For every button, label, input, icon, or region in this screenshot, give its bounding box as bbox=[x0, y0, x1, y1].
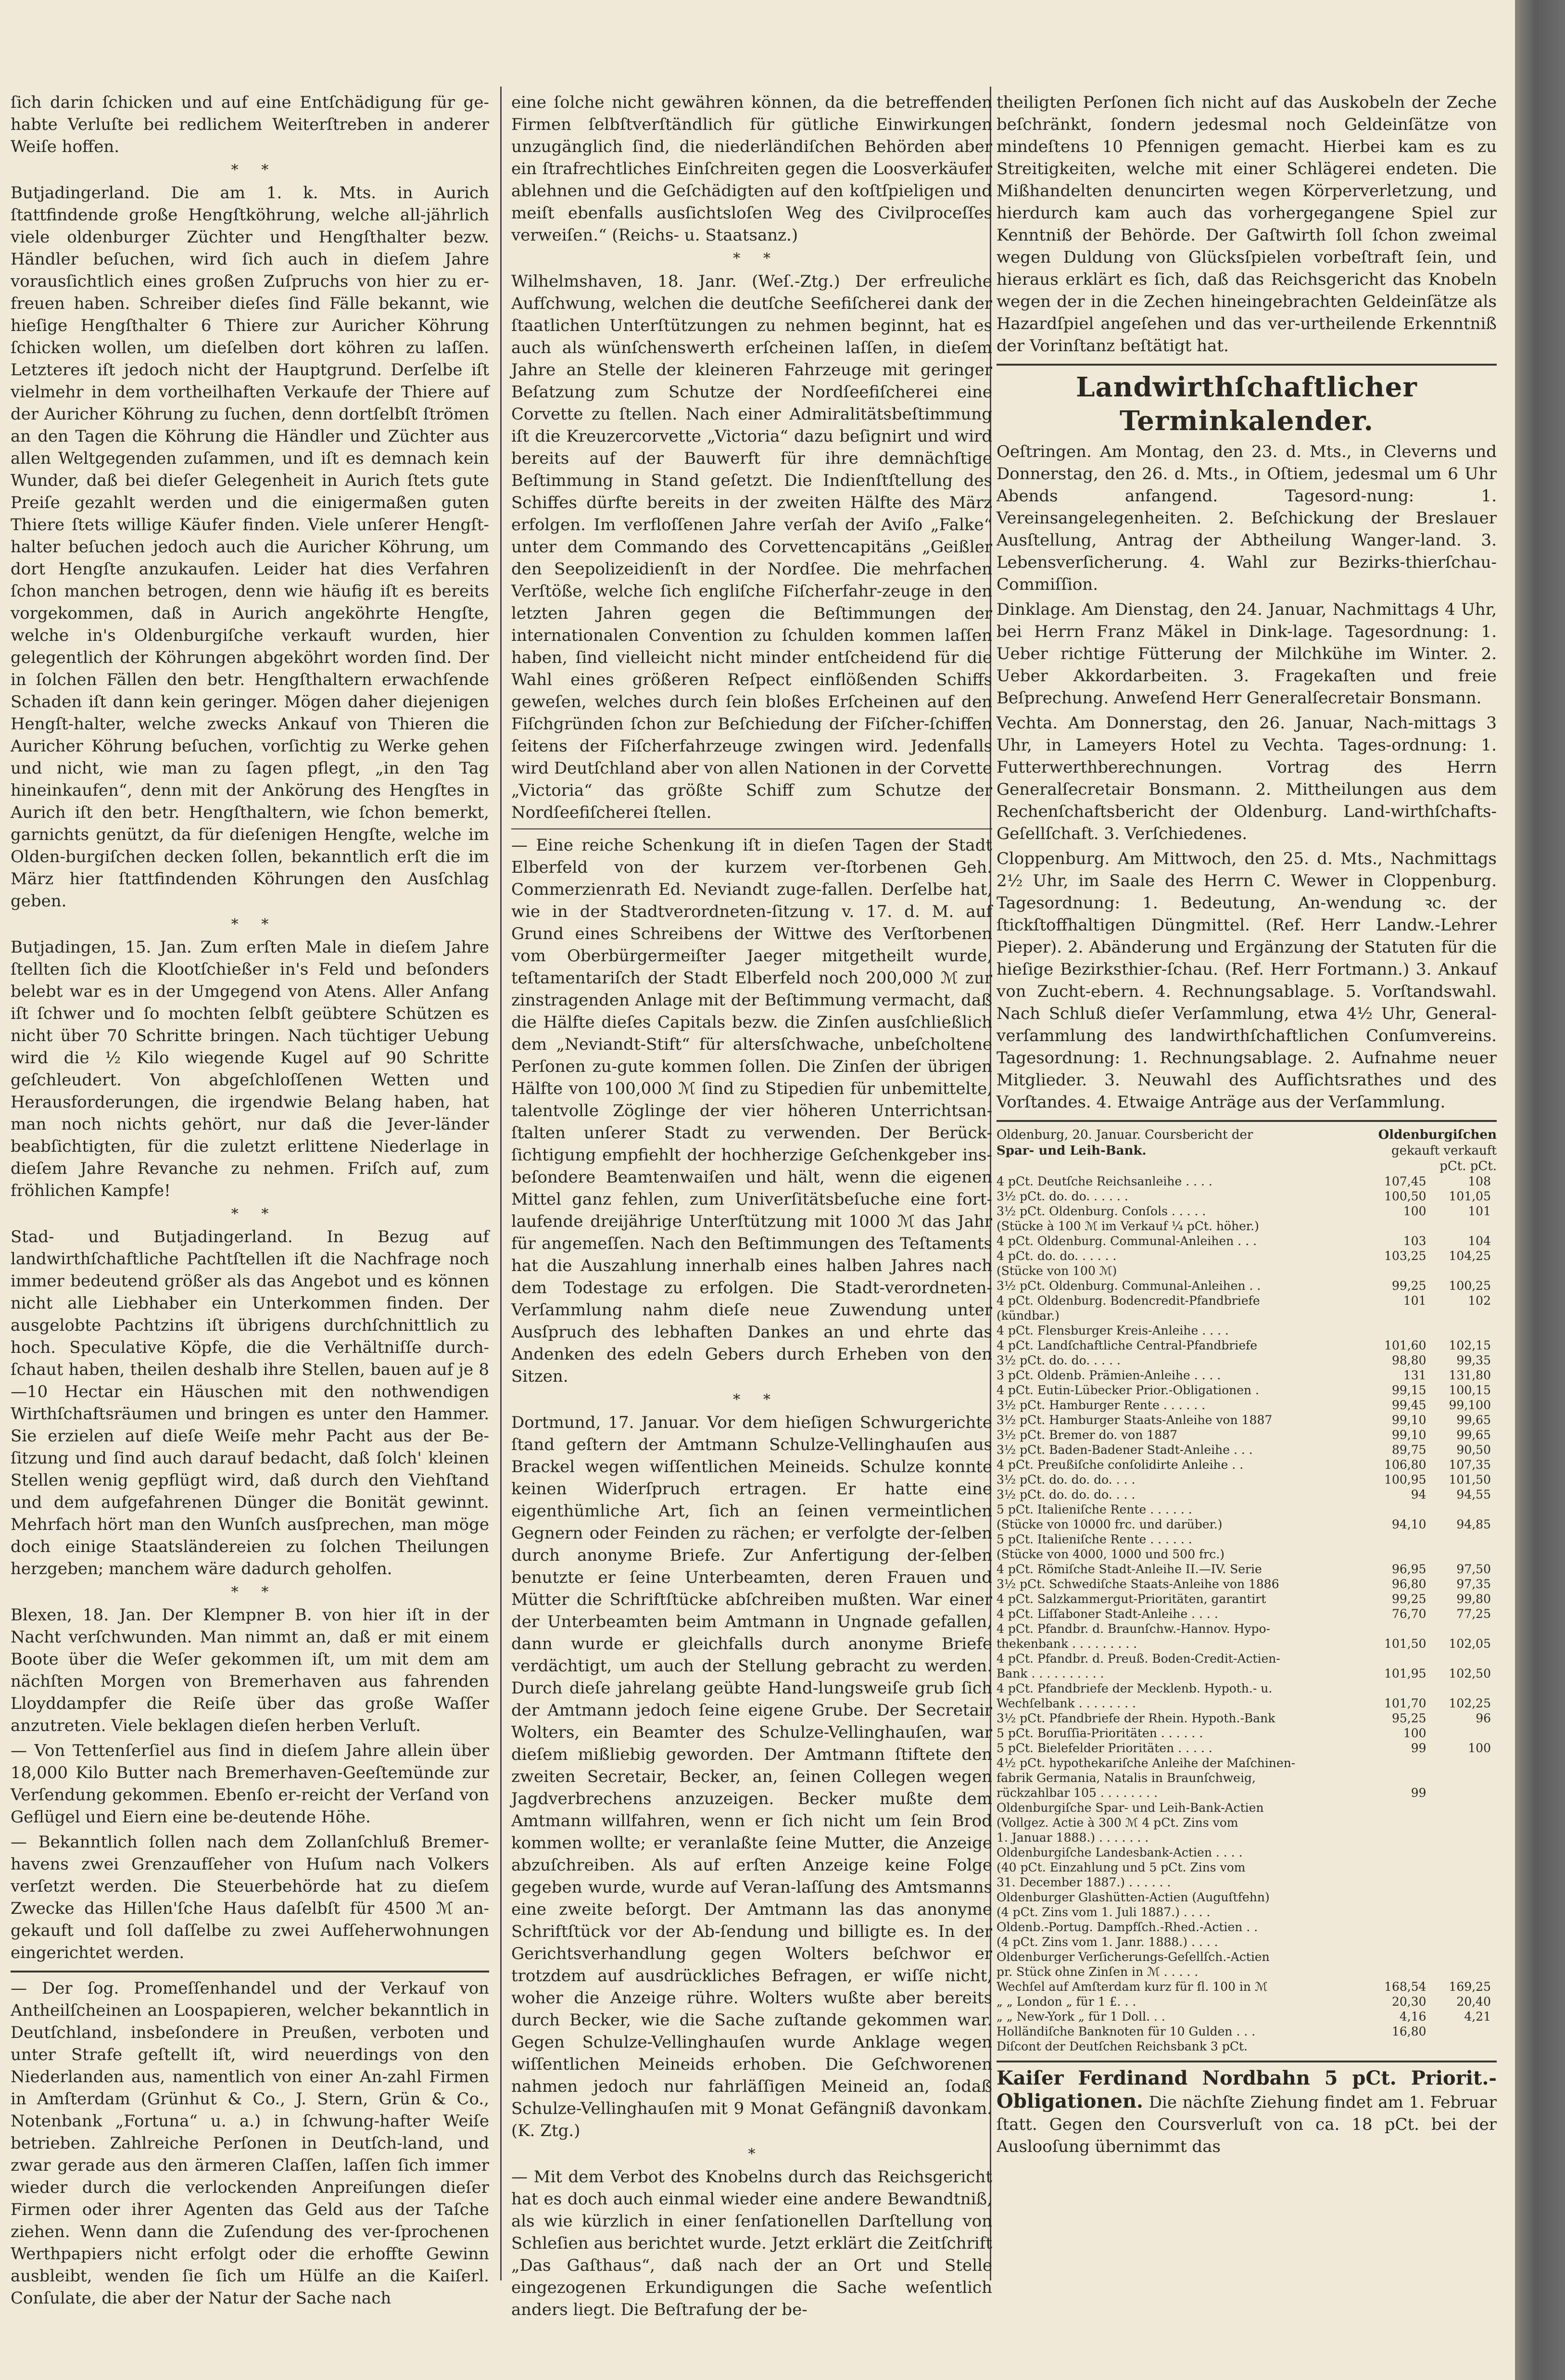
cours-row-name: Oldenburger Glashütten-Actien (Auguſtfehn) bbox=[997, 1890, 1270, 1904]
cours-row bbox=[997, 1890, 1497, 1905]
cours-row bbox=[997, 1935, 1497, 1949]
cours-row-bid: 103,25 bbox=[1384, 1249, 1426, 1263]
cours-row-name: 4 pCt. Eutin-Lübecker Prior.-Obligationen . bbox=[997, 1383, 1260, 1397]
separator-star: * * bbox=[733, 250, 770, 267]
cours-row-ask bbox=[1432, 1949, 1497, 1964]
cours-row-name: 3½ pCt. Oldenburg. Communal-Anleihen . . bbox=[997, 1279, 1261, 1293]
cours-row-bid: 103 bbox=[1403, 1234, 1426, 1248]
cours-row bbox=[997, 1427, 1497, 1442]
cours-heading-right: Oldenburgiſchen bbox=[1378, 1128, 1497, 1142]
cours-row bbox=[997, 1711, 1497, 1726]
cours-row-bid bbox=[1367, 1263, 1432, 1278]
cours-row-name: fabrik Germania, Natalis in Braunſchweig, bbox=[997, 1771, 1256, 1785]
paragraph-promessenhandel: — Der ſog. Promeſſenhandel und der Verkauf von Antheilſcheinen an Loospapieren, welcher bekanntlich in Deutſchland, insbeſondere in Preußen, verboten und unter Strafe geſtellt iſt, wird neuerdings von den Niederlanden aus, namentlich von einer An-zahl Firmen in Amſterdam (Grünhut & Co., J. Stern, Grün & Co., Notenbank „Fortuna“ u. a.) in ſchwung-hafter Weiſe betrieben. Zahlreiche Perſonen in Deutſch-land, und zwar gerade aus den ärmeren Claſſen, laſſen ſich immer wieder durch die verlockenden Anpreiſungen dieſer Firmen oder ihrer Agenten das Geld aus der Taſche ziehen. Wenn dann die Zuſendung des ver-ſprochenen Werthpapiers nicht erfolgt oder die erhoffte Gewinn ausbleibt, wenden ſie ſich um Hülfe an die Kaiſerl. Conſulate, die aber der Natur der Sache nach bbox=[11, 1979, 489, 2308]
cours-row-bid bbox=[1367, 1651, 1432, 1666]
cours-row-name: „ „ New-York „ für 1 Doll. . . bbox=[997, 2010, 1165, 2024]
cours-row bbox=[997, 1651, 1497, 1666]
cours-row-name: 4 pCt. Flensburger Kreis-Anleihe . . . . bbox=[997, 1324, 1229, 1337]
cours-row-bid bbox=[1367, 1830, 1432, 1845]
cours-row-ask: 100,15 bbox=[1449, 1383, 1491, 1397]
cours-row bbox=[997, 1278, 1497, 1293]
calendar-heading: Landwirthſchaftlicher Terminkalender. bbox=[1076, 371, 1417, 437]
cours-row-bid: 99,45 bbox=[1392, 1398, 1426, 1412]
paragraph: ſich darin ſchicken und auf eine Entſchädigung für ge-habte Verluſte bei redlichem Weiterſtreben in anderer Weiſe hoffen. bbox=[11, 93, 489, 156]
cours-row-name: 4 pCt. Oldenburg. Bodencredit-Pfandbriefe bbox=[997, 1294, 1260, 1308]
cours-row-name: 3½ pCt. Pfandbriefe der Rhein. Hypoth.-Bank bbox=[997, 1711, 1275, 1725]
cours-row-name: 3½ pCt. do. do. do. . . . bbox=[997, 1488, 1136, 1502]
cours-row-name: 5 pCt. Italieniſche Rente . . . . . . bbox=[997, 1502, 1192, 1516]
cours-row-bid: 101,70 bbox=[1384, 1696, 1426, 1710]
cours-row-ask: 99,80 bbox=[1456, 1592, 1491, 1606]
cours-row-bid bbox=[1367, 1905, 1432, 1920]
cours-row bbox=[997, 1905, 1497, 1920]
paragraph: theiligten Perſonen ſich nicht auf das Auskobeln der Zeche beſchränkt, ſondern jedesmal noch Geldeinſätze von mindeſtens 10 Pfennigen gemacht. Hierbei kam es zu Streitigkeiten, welche mit einer Schlägerei endeten. Die Mißhandelten denuncirten wegen Körperverletzung, und hierdurch kam auch das vorhergegangene Spiel zur Kenntniß der Behörde. Der Gaſtwirth ſoll ſchon zweimal wegen Duldung von Glücksſpielen vorbeſtraft ſein, und hieraus erklärt es ſich, daß das Reichsgericht das Knobeln wegen der in die Zechen hineingebrachten Geldeinſätze als Hazardſpiel angeſehen und das ver-urtheilende Erkenntniß der Vorinſtanz beſtätigt hat. bbox=[997, 93, 1497, 356]
cours-row-name: 1. Januar 1888.) . . . . . . . bbox=[997, 1831, 1149, 1845]
separator-star: * * bbox=[231, 1206, 269, 1222]
paragraph-butjadingen: Butjadingen, 15. Jan. Zum erſten Male in dieſem Jahre ſtellten ſich die Klootſchießer in's Feld und beſonders belebt war es in der Umgegend von Atens. Aller Anfang iſt ſchwer und ſo mochten ſelbſt geübtere Schützen es nicht über 70 Schritte bringen. Nach tüchtiger Uebung wird die ½ Kilo wiegende Kugel auf 90 Schritte geſchleudert. Von abgeſchloſſenen Wetten und Herausforderungen, die irgendwie Belang haben, hat man noch nichts gehört, nur daß die Jever-länder beabſichtigten, für die zuletzt erlittene Niederlage in dieſem Jahre Revanche zu nehmen. Friſch auf, zum fröhlichen Kampfe! bbox=[11, 938, 489, 1200]
cours-row-ask: 102,15 bbox=[1449, 1338, 1491, 1352]
cours-row-name: 4½ pCt. hypothekariſche Anleihe der Maſchinen- bbox=[997, 1756, 1296, 1770]
cours-row bbox=[997, 1577, 1497, 1591]
cours-row-name: 3½ pCt. Oldenburg. Conſols . . . . . bbox=[997, 1204, 1206, 1218]
cours-col-units: pCt. pCt. bbox=[1439, 1159, 1497, 1173]
separator-star: * * bbox=[231, 1584, 269, 1601]
cours-row-ask: 77,25 bbox=[1456, 1607, 1491, 1621]
cours-col-labels: gekauft verkauft bbox=[1391, 1144, 1497, 1158]
cours-row bbox=[997, 1234, 1497, 1248]
cours-row-ask bbox=[1432, 1830, 1497, 1845]
cours-row-bid: 106,80 bbox=[1384, 1458, 1426, 1472]
cours-subheading bbox=[997, 1143, 1497, 1158]
cours-row-name: 4 pCt. Pfandbr. d. Preuß. Boden-Credit-Actien- bbox=[997, 1652, 1280, 1666]
cours-row-ask bbox=[1432, 1621, 1497, 1636]
cours-row-name: 4 pCt. Pfandbriefe der Mecklenb. Hypoth.- u. bbox=[997, 1681, 1273, 1695]
separator-star: * * bbox=[231, 162, 269, 178]
cours-row bbox=[997, 1517, 1497, 1532]
cours-row-name: (kündbar.) bbox=[997, 1309, 1060, 1323]
cours-row-ask bbox=[1432, 1890, 1497, 1905]
cours-row bbox=[997, 1681, 1497, 1696]
cours-row-name: Holländiſche Banknoten für 10 Gulden . . . bbox=[997, 2024, 1256, 2038]
cours-row-ask bbox=[1432, 1547, 1497, 1562]
cours-row-bid bbox=[1367, 1800, 1432, 1815]
cours-row bbox=[997, 1756, 1497, 1770]
cours-row-ask bbox=[1432, 1770, 1497, 1785]
cours-row bbox=[997, 2024, 1497, 2039]
cours-row bbox=[997, 1413, 1497, 1427]
cours-row-name: 4 pCt. Deutſche Reichsanleihe . . . . bbox=[997, 1174, 1212, 1188]
cours-row-ask: 102,05 bbox=[1449, 1637, 1491, 1651]
cours-row bbox=[997, 1263, 1497, 1278]
cours-row-bid: 16,80 bbox=[1392, 2024, 1426, 2038]
cours-row-name: (40 pCt. Einzahlung und 5 pCt. Zins vom bbox=[997, 1860, 1246, 1874]
cours-row-name: Diſcont der Deutſchen Reichsbank 3 pCt. bbox=[997, 2039, 1248, 2053]
cours-row bbox=[997, 1398, 1497, 1413]
cours-row-bid: 99,25 bbox=[1392, 1592, 1426, 1606]
cours-row-bid: 101,50 bbox=[1384, 1637, 1426, 1651]
cours-row-bid bbox=[1367, 1890, 1432, 1905]
cours-row-name: Oldenburgiſche Spar- und Leih-Bank-Actien bbox=[997, 1801, 1264, 1815]
cours-row-name: 3 pCt. Oldenb. Prämien-Anleihe . . . . bbox=[997, 1368, 1221, 1382]
cours-row-ask bbox=[1432, 1681, 1497, 1696]
cours-row-name: 4 pCt. Landſchaftliche Central-Pfandbriefe bbox=[997, 1338, 1258, 1352]
cours-row-bid: 168,54 bbox=[1384, 1980, 1426, 1994]
cours-row-ask: 102,50 bbox=[1449, 1667, 1491, 1680]
cours-row-ask bbox=[1432, 1263, 1497, 1278]
cours-row bbox=[997, 1994, 1497, 2009]
cours-row-bid bbox=[1367, 1532, 1432, 1547]
cours-row-name: „ „ London „ für 1 £. . . bbox=[997, 1995, 1136, 2009]
cours-row-name: (Vollgez. Actie à 300 ℳ 4 pCt. Zins vom bbox=[997, 1816, 1238, 1830]
cours-row-name: (Stücke von 10000 frc. und darüber.) bbox=[997, 1517, 1223, 1531]
cours-row-ask: 94,85 bbox=[1456, 1517, 1491, 1531]
cours-row bbox=[997, 1368, 1497, 1383]
cours-row bbox=[997, 1979, 1497, 1994]
page-edge-shadow bbox=[1515, 0, 1565, 2380]
cours-row bbox=[997, 2009, 1497, 2024]
cours-row-ask: 104,25 bbox=[1449, 1249, 1491, 1263]
cours-row-name: 4 pCt. Salzkammergut-Prioritäten, garantirt bbox=[997, 1592, 1266, 1606]
section-rule bbox=[997, 1120, 1497, 1122]
cours-row bbox=[997, 1502, 1497, 1517]
section-rule bbox=[997, 2061, 1497, 2062]
cours-row bbox=[997, 1770, 1497, 1785]
cours-row bbox=[997, 1308, 1497, 1323]
cours-row bbox=[997, 1800, 1497, 1815]
cours-row bbox=[997, 1293, 1497, 1308]
cours-row-bid: 101 bbox=[1403, 1294, 1426, 1308]
cours-row bbox=[997, 1442, 1497, 1457]
cours-row-ask: 101,50 bbox=[1449, 1473, 1491, 1487]
paragraph-stad-butjadingerland: Stad- und Butjadingerland. In Bezug auf landwirthſchaftliche Pachtſtellen iſt die Nachfrage noch immer bedeutend größer als das Angebot und es können nicht alle Liebhaber ein Unterkommen finden. Der ausgelobte Pachtzins iſt übrigens durchſchnittlich zu hoch. Speculative Köpfe, die die Verhältniſſe durch-ſchaut haben, theilen deshalb ihre Stellen, bauen auf je 8—10 Hectar ein Häuschen mit den nothwendigen Wirthſchaftsräumen und bringen es unter den Hammer. Sie erzielen auf dieſe Weiſe mehr Pacht aus der Be-ſitzung und ſind auch darauf bedacht, daß ſolch' kleinen Stellen wenig gepflügt wird, daß durch den Viehſtand und dem aufgefahrenen Dünger die Bonität gewinnt. Mehrfach hört man den Wunſch ausſprechen, man möge doch einige Staatsländereien zu ſolchen Theilungen herzgeben; manchem wäre dadurch geholfen. bbox=[11, 1227, 489, 1578]
cours-row bbox=[997, 1741, 1497, 1756]
section-rule bbox=[511, 828, 992, 829]
cours-row-bid bbox=[1367, 1845, 1432, 1860]
cours-row-name: (Stücke von 100 ℳ) bbox=[997, 1264, 1117, 1278]
cours-row-name: 3½ pCt. do. do. . . . . . bbox=[997, 1189, 1128, 1203]
cours-row-bid bbox=[1367, 1219, 1432, 1234]
cours-bank-name: Spar- und Leih-Bank. bbox=[997, 1144, 1147, 1158]
cours-row-ask bbox=[1432, 1726, 1497, 1741]
paragraph-blexen: Blexen, 18. Jan. Der Klempner B. von hier iſt in der Nacht verſchwunden. Man nimmt an, daß er mit einem Boote über die Weſer gekommen iſt, um mit dem am nächſten Morgen von Bremerhaven aus fahrenden Lloyddampfer die Reiſe über das große Waſſer anzutreten. Viele beklagen dieſen herben Verluſt. bbox=[11, 1605, 489, 1735]
cours-row-bid: 99 bbox=[1411, 1741, 1426, 1755]
cours-row-bid: 100 bbox=[1403, 1204, 1426, 1218]
cours-row-name: 5 pCt. Bielefelder Prioritäten . . . . . bbox=[997, 1741, 1212, 1755]
cours-row-bid bbox=[1367, 1756, 1432, 1770]
column-2 bbox=[511, 91, 992, 2319]
cours-row-name: 4 pCt. Oldenburg. Communal-Anleihen . . . bbox=[997, 1234, 1257, 1248]
cours-row-bid: 107,45 bbox=[1384, 1174, 1426, 1188]
cours-row-name: Oldenburgiſche Landesbank-Actien . . . . bbox=[997, 1845, 1243, 1859]
cours-row-bid: 95,25 bbox=[1392, 1711, 1426, 1725]
cours-row bbox=[997, 1830, 1497, 1845]
cours-row-bid: 96,95 bbox=[1392, 1562, 1426, 1576]
cours-row-bid: 94 bbox=[1411, 1488, 1426, 1502]
cours-row-ask: 104 bbox=[1468, 1234, 1491, 1248]
cours-row bbox=[997, 1219, 1497, 1234]
cours-row-bid: 101,95 bbox=[1384, 1667, 1426, 1680]
cours-row-ask: 99,35 bbox=[1456, 1353, 1491, 1367]
cours-row-name: thekenbank . . . . . . . . . bbox=[997, 1637, 1137, 1651]
paragraph-tettenserſiel: — Von Tettenſerſiel aus ſind in dieſem Jahre allein über 18,000 Kilo Butter nach Bremerhaven-Geeſtemünde zur Verſendung gekommen. Ebenſo er-reicht der Verſand von Geflügel und Eiern eine be-deutende Höhe. bbox=[11, 1741, 489, 1827]
cours-row-bid bbox=[1367, 1308, 1432, 1323]
cours-row-bid: 98,80 bbox=[1392, 1353, 1426, 1367]
cours-row-bid bbox=[1367, 1547, 1432, 1562]
cours-row-name: Wechſel auf Amſterdam kurz für fl. 100 in ℳ bbox=[997, 1980, 1268, 1994]
cours-row-bid bbox=[1367, 1875, 1432, 1890]
cours-row-bid: 89,75 bbox=[1392, 1443, 1426, 1457]
cours-row-bid bbox=[1367, 1815, 1432, 1830]
cours-row-name: pr. Stück ohne Zinſen in ℳ . . . . . bbox=[997, 1965, 1199, 1979]
cours-row-ask: 4,21 bbox=[1464, 2010, 1491, 2024]
cours-row-name: (4 pCt. Zins vom 1. Janr. 1888.) . . . . bbox=[997, 1935, 1218, 1949]
cours-row-bid: 99,10 bbox=[1392, 1428, 1426, 1442]
notice-title: Kaiſer Ferdinand Nordbahn 5 pCt. Priorit.-Obligationen. bbox=[997, 2067, 1497, 2113]
cours-row-name: 3½ pCt. do. do. do. . . . bbox=[997, 1473, 1136, 1487]
cours-row-bid bbox=[1367, 1935, 1432, 1949]
cours-row bbox=[997, 1815, 1497, 1830]
cours-row bbox=[997, 1636, 1497, 1651]
cours-row-name: 3½ pCt. Hamburger Rente . . . . . . bbox=[997, 1398, 1206, 1412]
cours-row-name: 3½ pCt. Baden-Badener Stadt-Anleihe . . . bbox=[997, 1443, 1253, 1457]
cours-row-name: 4 pCt. Preußiſche conſolidirte Anleihe . . bbox=[997, 1458, 1244, 1472]
calendar-entry: Dinklage. Am Dienstag, den 24. Januar, Nachmittags 4 Uhr, bei Herrn Franz Mäkel in Dink-lage. Tagesordnung: 1. Ueber richtige Fütterung der Milchkühe im Winter. 2. Ueber Akkordarbeiten. 3. Fragekaſten und freie Beſprechung. Anweſend Herr Generalſecretair Bonsmann. bbox=[997, 600, 1497, 708]
cours-row-name: (Stücke von 4000, 1000 und 500 frc.) bbox=[997, 1547, 1224, 1561]
cours-row bbox=[997, 1562, 1497, 1577]
paragraph-butjadingerland: Butjadingerland. Die am 1. k. Mts. in Aurich ſtattfindende große Hengſtköhrung, welche all-jährlich viele oldenburger Züchter und Hengſthalter bezw. Händler beſuchen, wird ſich auch in dieſem Jahre vorausſichtlich eines großen Zuſpruchs von hier zu er-freuen haben. Schreiber dieſes ſind Fälle bekannt, wie hieſige Hengſthalter 6 Thiere zur Auricher Köhrung ſchicken wollen, um dieſelben dort köhren zu laſſen. Letzteres iſt jedoch nicht der Hauptgrund. Derſelbe iſt vielmehr in dem vortheilhaften Verkaufe der Thiere auf der Auricher Köhrung zu ſuchen, denn dortſelbſt ſtrömen an den Tagen die Köhrung die Händler und Züchter aus allen Weltgegenden zuſammen, und iſt es demnach kein Wunder, daß bei dieſer Gelegenheit in Aurich ſtets gute Preiſe gezahlt werden und die einigermaßen guten Thiere ſtets willige Käufer finden. Viele unſerer Hengſt-halter beſuchen jedoch auch die Auricher Köhrung, um dort Hengſte anzukaufen. Leider hat dies Verfahren ſchon manchen betrogen, denn wie häufig iſt es bereits vorgekommen, daß in Aurich angeköhrte Hengſte, welche in's Oldenburgiſche verkauft wurden, hier gelegentlich der Köhrungen abgeköhrt worden ſind. Der in ſolchen Fällen den betr. Hengſthaltern erwachſende Schaden iſt dann kein geringer. Mögen daher diejenigen Hengſt-halter, welche zwecks Ankauf von Thieren die Auricher Köhrung beſuchen, vorſichtig zu Werke gehen und nicht, wie man zu ſagen pflegt, „in den Tag hineinkaufen“, denn mit der Ankörung des Hengſtes in Aurich iſt den betr. Hengſthaltern, wie ſchon bemerkt, garnichts genützt, da für dieſenigen Hengſte, welche im Olden-burgiſchen decken ſollen, bekanntlich erſt die im März hier ſtattfindenden Köhrungen den Ausſchlag geben. bbox=[11, 183, 489, 911]
cours-row-name: 4 pCt. do. do. . . . . . bbox=[997, 1249, 1117, 1263]
cours-row-ask: 20,40 bbox=[1456, 1995, 1491, 2009]
calendar-entry: Oeſtringen. Am Montag, den 23. d. Mts., in Cleverns und Donnerstag, den 26. d. Mts., in Oſtiem, jedesmal um 6 Uhr Abends anfangend. Tagesord-nung: 1. Vereinsangelegenheiten. 2. Beſchickung der Breslauer Ausſtellung, Antrag der Abtheilung Wanger-land. 3. Lebensverſicherung. 4. Wahl zur Bezirks-thierſchau-Commiſſion. bbox=[997, 442, 1497, 594]
paragraph-dortmund: Dortmund, 17. Januar. Vor dem hieſigen Schwurgerichte ſtand geſtern der Amtmann Schulze-Vellinghauſen aus Brackel wegen wiſſentlichen Meineids. Schulze konnte keinen Widerſpruch ertragen. Er hatte eine eigenthümliche Art, ſich an ſeinen vermeintlichen Gegnern oder Feinden zu rächen; er verfolgte der-ſelben durch anonyme Briefe. Zur Anfertigung der-ſelben benutzte er ſeine Unterbeamten, deren Frauen und Mütter die Schriftſtücke abſchreiben mußten. War einer der Unterbeamten beim Amtmann in Ungnade gefallen, dann wurde er gleichfalls durch anonyme Briefe verdächtigt, um auch der Stellung gebracht zu werden. Durch dieſe jahrelang geübte Hand-lungsweiſe grub ſich der Amtmann jedoch ſeine eigene Grube. Der Secretair Wolters, ein Beamter des Schulze-Vellinghauſen, war dieſem mißliebig geworden. Der Amtmann ſtiftete den zweiten Secretair, Becker, an, ſeinen Collegen wegen Jagdverbrechens anzuzeigen. Becker mußte dem Amtmann willfahren, wenn er ſich nicht um ſein Brod kommen wollte; er veranlaßte ſeine Mutter, die Anzeige abzuſchreiben. Als auf erſten Anzeige keine Folge gegeben wurde, wurde auf Veran-laſſung des Amtsmanns eine zweite beſorgt. Der Amtmann las das anonyme Schriftſtück vor der Ab-ſendung und billigte es. In der Gerichtsverhandlung gegen Wolters beſchwor er trotzdem auf ausdrückliches Befragen, er wiſſe nicht, woher die Anzeige rühre. Wolters wußte aber bereits durch Becker, wie die Sache zuſtande gekommen war. Gegen Schulze-Vellinghauſen wurde Anklage wegen wiſſentlichen Meineids erhoben. Die Geſchworenen nahmen jedoch nur fahrläſſigen Meineid an, ſodaß Schulze-Vellinghauſen mit 9 Monat Gefängniß davonkam. (K. Ztg.) bbox=[511, 1413, 992, 2140]
cours-row bbox=[997, 1353, 1497, 1368]
cours-row-ask bbox=[1432, 1964, 1497, 1979]
cours-row-name: Oldenburger Verſicherungs-Geſellſch.-Actien bbox=[997, 1950, 1270, 1964]
paragraph-wilhelmshaven: Wilhelmshaven, 18. Janr. (Weſ.-Ztg.) Der erfreuliche Aufſchwung, welchen die deutſche Seefiſcherei dank der ſtaatlichen Unterſtützungen zu nehmen beginnt, hat es auch als wünſchenswerth erſcheinen laſſen, in dieſem Jahre an Stelle der kleineren Fahrzeuge mit geringer Beſatzung zum Schutze der Nordſeefiſcherei eine Corvette zu ſtellen. Nach einer Admiralitätsbeſtimmung iſt die Kreuzercorvette „Victoria“ dazu beſignirt und wird bereits auf der Bauwerft für ihre demnächſtige Beſtimmung in Stand geſetzt. Die Indienſtſtellung des Schiffes dürfte bereits in der zweiten Hälfte des März erfolgen. Im verfloſſenen Jahre verſah der Aviſo „Falke“ unter dem Commando des Corvettencapitäns „Geißler den Seepolizeidienſt in der Nordſee. Die mehrfachen Verſtöße, welche ſich engliſche Fiſcherfahr-zeuge in den letzten Jahren gegen die Beſtimmungen der internationalen Convention zu ſchulden kommen laſſen haben, ſind vielleicht nicht minder entſcheidend für die Wahl eines größeren Reſpect einflößenden Schiffs geweſen, welches durch ſein bloßes Erſcheinen auf den Fiſchgründen ſchon zur Beſchiedung der Fiſcher-ſchiffen ſeitens der Fiſcherfahrzeuge zwingen wird. Jedenfalls wird Deutſchland aber von allen Nationen in der Corvette „Victoria“ das größte Schiff zum Schutze der Nordſeefiſcherei ſtellen. bbox=[511, 272, 992, 822]
cours-row-bid: 4,16 bbox=[1399, 2010, 1426, 2024]
notice bbox=[997, 2067, 1497, 2158]
cours-row bbox=[997, 1323, 1497, 1338]
cours-row-ask bbox=[1432, 1860, 1497, 1875]
cours-row-ask bbox=[1432, 1502, 1497, 1517]
cours-row-ask bbox=[1432, 1785, 1497, 1800]
column-divider bbox=[500, 87, 502, 2280]
cours-row-bid bbox=[1367, 2039, 1432, 2054]
cours-row-ask: 97,35 bbox=[1456, 1577, 1491, 1591]
cours-row-name: 4 pCt. Pfandbr. d. Braunſchw.-Hannov. Hypo- bbox=[997, 1622, 1271, 1636]
cours-row bbox=[997, 2039, 1497, 2054]
cours-row bbox=[997, 1666, 1497, 1681]
cours-row bbox=[997, 1204, 1497, 1219]
section-rule bbox=[11, 1971, 489, 1973]
paragraph-knobeln: — Mit dem Verbot des Knobelns durch das Reichsgericht hat es doch auch einmal wieder eine andere Bewandtniß, als wie kürzlich in einer ſenſationellen Darſtellung von Schleſien aus berichtet wurde. Jetzt erklärt die Zeitſchrift „Das Gaſthaus“, daß nach der an Ort und Stelle eingezogenen Erkundigungen die Sache weſentlich anders liegt. Die Beſtrafung der be- bbox=[511, 2167, 992, 2319]
cours-row-ask: 99,65 bbox=[1456, 1413, 1491, 1427]
paragraph-zollanschluss: — Bekanntlich ſollen nach dem Zollanſchluß Bremer-havens zwei Grenzaufſeher von Huſum nach Volkers verſetzt werden. Die Steuerbehörde hat zu dieſem Zwecke das Hillen'ſche Haus daſelbſt für 4500 ℳ an-gekauft und ſoll daſſelbe zu zwei Aufſeherwohnungen eingerichtet werden. bbox=[11, 1833, 489, 1962]
separator-star: * * bbox=[733, 1391, 770, 1408]
paragraph: eine ſolche nicht gewähren können, da die betreffenden Firmen ſelbſtverſtändlich für gütliche Einwirkungen unzugänglich ſind, die niederländiſchen Behörden aber ein ſtrafrechtliches Einſchreiten gegen die Loosverkäufer ablehnen und die Geſchädigten auf den koſtſpieligen und meiſt ebenfalls ausſichtsloſen Weg des Civilproceſſes verweiſen.“ (Reichs- u. Staatsanz.) bbox=[511, 93, 992, 245]
cours-row-ask: 94,55 bbox=[1456, 1488, 1491, 1502]
cours-row bbox=[997, 1487, 1497, 1502]
cours-row-bid: 101,60 bbox=[1384, 1338, 1426, 1352]
cours-row bbox=[997, 1472, 1497, 1487]
paragraph-schenkung: — Eine reiche Schenkung iſt in dieſen Tagen der Stadt Elberfeld von der kurzem ver-ſtorbenen Geh. Commerzienrath Ed. Neviandt zuge-fallen. Derſelbe hat, wie in der Stadtverordneten-ſitzung v. 17. d. M. auf Grund eines Schreibens der Wittwe des Verſtorbenen vom Oberbürgermeiſter Jaeger mitgetheilt wurde, teſtamentariſch der Stadt Elberfeld noch 200,000 ℳ zur zinstragenden Anlage mit der Beſtimmung vermacht, daß die Hälfte dieſes Capitals bezw. die Zinſen ausſchließlich dem „Neviandt-Stift“ für altersſchwache, unbeſcholtene Perſonen zu-gute kommen ſollen. Die Zinſen der übrigen Hälfte von 100,000 ℳ ſind zu Stipedien für unbemittelte, talentvolle Zöglinge der vier höheren Unterrichtsan-ſtalten unſerer Stadt zu verwenden. Der Berück-ſichtigung empfiehlt der hochherzige Geſchenkgeber ins-beſondere Beamtenwaiſen und hält, wenn die eigenen Mittel ganz fehlen, zum Univerſitätsbeſuche eine fort-laufende dreijährige Unterſtützung mit 1000 ℳ das Jahr für angemeſſen. Nach den Beſtimmungen des Teſtaments hat die Auszahlung innerhalb eines halben Jahres nach dem Todestage zu erfolgen. Die Stadt-verordneten-Verſammlung nahm dieſe neue Zuwendung unter Ausſpruch des lebhaften Dankes an und ehrte das Andenken des edeln Gebers durch Erheben von den Sitzen. bbox=[511, 836, 992, 1386]
cours-row bbox=[997, 1338, 1497, 1353]
cours-row-name: 5 pCt. Boruſſia-Prioritäten . . . . . . bbox=[997, 1726, 1203, 1740]
cours-row-name: (Stücke à 100 ℳ im Verkauf ¼ pCt. höher.) bbox=[997, 1219, 1259, 1233]
cours-row-bid: 100,50 bbox=[1384, 1189, 1426, 1203]
cours-row-ask: 107,35 bbox=[1449, 1458, 1491, 1472]
cours-row-ask bbox=[1432, 1308, 1497, 1323]
cours-row-name: 4 pCt. Römiſche Stadt-Anleihe II.—IV. Serie bbox=[997, 1562, 1262, 1576]
cours-row bbox=[997, 1621, 1497, 1636]
cours-row-bid: 100 bbox=[1403, 1726, 1426, 1740]
cours-row-bid bbox=[1367, 1502, 1432, 1517]
cours-row-ask bbox=[1432, 1815, 1497, 1830]
calendar-entry: Cloppenburg. Am Mittwoch, den 25. d. Mts., Nachmittags 2½ Uhr, im Saale des Herrn C. Wewer in Cloppenburg. Tagesordnung: 1. Bedeutung, An-wendung ꝛc. der ſtickſtoffhaltigen Düngmittel. (Ref. Herr Landw.-Lehrer Pieper). 2. Abänderung und Ergänzung der Statuten für die hieſige Bezirksthier-ſchau. (Ref. Herr Fortmann.) 3. Ankauf von Zucht-ebern. 4. Rechnungsablage. 5. Vorſtandswahl. Nach Schluß dieſer Verſammlung, etwa 4½ Uhr, General-verſammlung des landwirthſchaftlichen Conſumvereins. Tagesordnung: 1. Rechnungsablage. 2. Aufnahme neuer Mitglieder. 3. Neuwahl des Aufſichtsrathes und des Vorſtandes. 4. Etwaige Anträge aus der Verſammlung. bbox=[997, 849, 1497, 1112]
cours-row-ask: 101 bbox=[1468, 1204, 1491, 1218]
cours-heading bbox=[997, 1127, 1497, 1143]
cours-row-name: Bank . . . . . . . . . . bbox=[997, 1667, 1104, 1680]
cours-row-ask: 99,100 bbox=[1449, 1398, 1491, 1412]
cours-row-ask bbox=[1432, 2024, 1497, 2039]
cours-row-ask bbox=[1432, 1323, 1497, 1338]
cours-row-ask: 99,65 bbox=[1456, 1428, 1491, 1442]
cours-row bbox=[997, 1920, 1497, 1935]
separator-star: * bbox=[748, 2146, 756, 2163]
cours-row-ask bbox=[1432, 1845, 1497, 1860]
cours-row-name: rückzahlbar 105 . . . . . . . . bbox=[997, 1786, 1158, 1800]
cours-row-bid: 99,25 bbox=[1392, 1279, 1426, 1293]
cours-row-bid: 100,95 bbox=[1384, 1473, 1426, 1487]
cours-row bbox=[997, 1785, 1497, 1800]
cours-row-ask: 102,25 bbox=[1449, 1696, 1491, 1710]
cours-row-bid bbox=[1367, 1949, 1432, 1964]
cours-row-bid bbox=[1367, 1621, 1432, 1636]
cours-row bbox=[997, 1174, 1497, 1189]
cours-row bbox=[997, 1591, 1497, 1606]
cours-table bbox=[997, 1174, 1497, 2054]
cours-row bbox=[997, 1547, 1497, 1562]
cours-row bbox=[997, 1696, 1497, 1711]
cours-row bbox=[997, 1964, 1497, 1979]
cours-row bbox=[997, 1457, 1497, 1472]
cours-row-name: 3½ pCt. Hamburger Staats-Anleihe von 1887 bbox=[997, 1413, 1273, 1427]
cours-row bbox=[997, 1845, 1497, 1860]
cours-row-ask: 102 bbox=[1468, 1294, 1491, 1308]
cours-row-bid: 94,10 bbox=[1392, 1517, 1426, 1531]
cours-row bbox=[997, 1726, 1497, 1741]
cours-row-bid bbox=[1367, 1323, 1432, 1338]
cours-row bbox=[997, 1875, 1497, 1890]
cours-row-bid: 99 bbox=[1411, 1786, 1426, 1800]
cours-row-bid bbox=[1367, 1860, 1432, 1875]
cours-row-ask: 96 bbox=[1476, 1711, 1491, 1725]
cours-row-bid bbox=[1367, 1920, 1432, 1935]
cours-row-ask bbox=[1432, 1532, 1497, 1547]
cours-row-name: (4 pCt. Zins vom 1. Juli 1887.) . . . . bbox=[997, 1905, 1211, 1919]
cours-row-bid bbox=[1367, 1681, 1432, 1696]
cours-row-bid bbox=[1367, 1770, 1432, 1785]
cours-row bbox=[997, 1949, 1497, 1964]
cours-row-ask bbox=[1432, 1905, 1497, 1920]
separator-star: * * bbox=[231, 916, 269, 933]
cours-row bbox=[997, 1606, 1497, 1621]
cours-row-ask bbox=[1432, 1875, 1497, 1890]
notice-text: Die nächſte Ziehung findet am 1. Februar ſtatt. Gegen den Coursverluſt von ca. 18 pCt. bei der Auslooſung übernimmt das bbox=[997, 2093, 1497, 2156]
calendar-entry: Vechta. Am Donnerstag, den 26. Januar, Nach-mittags 3 Uhr, in Lameyers Hotel zu Vechta. Tages-ordnung: 1. Futterwerthberechnungen. Vortrag des Herrn Generalſecretair Bonsmann. 2. Mittheilungen aus dem Rechenſchaftsbericht der Oldenburg. Land-wirthſchafts-Geſellſchaft. 3. Verſchiedenes. bbox=[997, 713, 1497, 843]
cours-row-ask bbox=[1432, 1756, 1497, 1770]
cours-row-ask: 100,25 bbox=[1449, 1279, 1491, 1293]
cours-row bbox=[997, 1383, 1497, 1398]
cours-row-bid: 99,15 bbox=[1392, 1383, 1426, 1397]
cours-row-ask: 101,05 bbox=[1449, 1189, 1491, 1203]
cours-row bbox=[997, 1248, 1497, 1263]
cours-row-bid: 76,70 bbox=[1392, 1607, 1426, 1621]
cours-row-ask bbox=[1432, 1935, 1497, 1949]
column-3 bbox=[997, 91, 1497, 2266]
cours-row bbox=[997, 1532, 1497, 1547]
cours-row-name: 3½ pCt. do. do. . . . . bbox=[997, 1353, 1121, 1367]
cours-row-name: 3½ pCt. Schwediſche Staats-Anleihe von 1886 bbox=[997, 1577, 1279, 1591]
section-rule bbox=[997, 364, 1497, 366]
cours-row-ask bbox=[1432, 2039, 1497, 2054]
cours-row-ask: 169,25 bbox=[1449, 1980, 1491, 1994]
cours-row-bid: 131 bbox=[1403, 1368, 1426, 1382]
cours-row bbox=[997, 1860, 1497, 1875]
cours-row-bid: 20,30 bbox=[1392, 1995, 1426, 2009]
cours-row-ask bbox=[1432, 1651, 1497, 1666]
cours-row-name: Oldenb.-Portug. Dampfſch.-Rhed.-Actien . . bbox=[997, 1920, 1258, 1934]
cours-row-bid: 96,80 bbox=[1392, 1577, 1426, 1591]
cours-row-ask bbox=[1432, 1219, 1497, 1234]
cours-row-ask: 97,50 bbox=[1456, 1562, 1491, 1576]
cours-row-ask: 108 bbox=[1468, 1174, 1491, 1188]
cours-row-name: Wechſelbank . . . . . . . . bbox=[997, 1696, 1136, 1710]
cours-row-name: 31. December 1887.) . . . . . . bbox=[997, 1875, 1171, 1889]
cours-row-name: 4 pCt. Liſſaboner Stadt-Anleihe . . . . bbox=[997, 1607, 1218, 1621]
cours-subheading-units bbox=[997, 1158, 1497, 1174]
cours-row bbox=[997, 1189, 1497, 1204]
cours-row-bid bbox=[1367, 1964, 1432, 1979]
cours-row-ask: 100 bbox=[1468, 1741, 1491, 1755]
cours-row-ask: 131,80 bbox=[1449, 1368, 1491, 1382]
column-1 bbox=[11, 91, 489, 2308]
cours-row-ask bbox=[1432, 1800, 1497, 1815]
cours-row-name: 3½ pCt. Bremer do. von 1887 bbox=[997, 1428, 1178, 1442]
cours-heading-left: Oldenburg, 20. Januar. Coursbericht der bbox=[997, 1128, 1253, 1142]
cours-row-ask: 90,50 bbox=[1456, 1443, 1491, 1457]
cours-row-name: 5 pCt. Italieniſche Rente . . . . . . bbox=[997, 1532, 1192, 1546]
cours-row-ask bbox=[1432, 1920, 1497, 1935]
cours-row-bid: 99,10 bbox=[1392, 1413, 1426, 1427]
